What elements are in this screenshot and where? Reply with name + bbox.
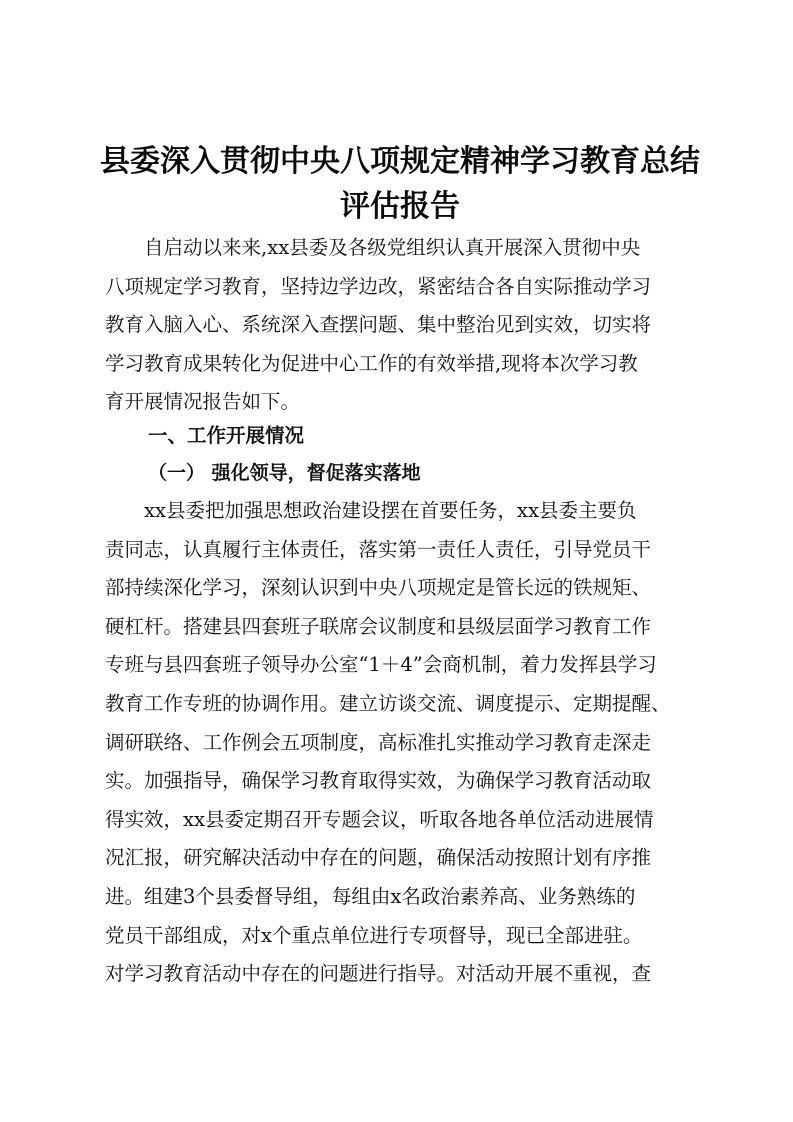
body-line: 对学习教育活动中存在的问题进行指导。对活动开展不重视，查 — [105, 962, 652, 986]
body-line: 进。组建3个县委督导组，每组由x名政治素养高、业务熟练的 — [105, 884, 636, 908]
body-line: 专班与县四套班子领导办公室“1＋4”会商机制，着力发挥县学习 — [105, 653, 657, 677]
intro-line: 育开展情况报告如下。 — [105, 390, 301, 414]
intro-line: 自启动以来来,xx县委及各级党组织认真开展深入贯彻中央 — [105, 236, 641, 259]
document-title-line-1: 县委深入贯彻中央八项规定精神学习教育总结 — [100, 144, 700, 179]
body-line: 调研联络、工作例会五项制度，高标准扎实推动学习教育走深走 — [105, 730, 652, 754]
body-line: 得实效，xx县委定期召开专题会议，听取各地各单位活动进展情 — [105, 807, 654, 831]
subsection-heading: （一） 强化领导，督促落实落地 — [148, 462, 421, 484]
intro-line: 教育入脑入心、系统深入查摆问题、集中整治见到实效，切实将 — [105, 313, 652, 337]
body-line: 况汇报，研究解决活动中存在的问题，确保活动按照计划有序推 — [105, 846, 652, 870]
body-line: 部持续深化学习，深刻认识到中央八项规定是管长远的铁规矩、 — [105, 576, 652, 600]
body-line: 实。加强指导，确保学习教育取得实效，为确保学习教育活动取 — [105, 769, 652, 793]
intro-paragraph — [105, 229, 685, 422]
body-line: 硬杠杆。搭建县四套班子联席会议制度和县级层面学习教育工作 — [105, 614, 652, 638]
section-heading: 一、工作开展情况 — [148, 424, 305, 447]
intro-line: 八项规定学习教育，坚持边学边改，紧密结合各自实际推动学习 — [105, 274, 652, 298]
body-paragraph — [105, 492, 685, 994]
body-line: 教育工作专班的协调作用。建立访谈交流、调度提示、定期提醒、 — [105, 691, 671, 715]
body-line: 责同志，认真履行主体责任，落实第一责任人责任，引导党员干 — [105, 537, 652, 561]
body-line: xx县委把加强思想政治建设摆在首要任务，xx县委主要负 — [105, 499, 637, 522]
document-title-line-2: 评估报告 — [340, 189, 460, 224]
body-line: 党员干部组成，对x个重点单位进行专项督导，现已全部进驻。 — [105, 923, 643, 947]
intro-line: 学习教育成果转化为促进中心工作的有效举措,现将本次学习教 — [105, 351, 638, 375]
